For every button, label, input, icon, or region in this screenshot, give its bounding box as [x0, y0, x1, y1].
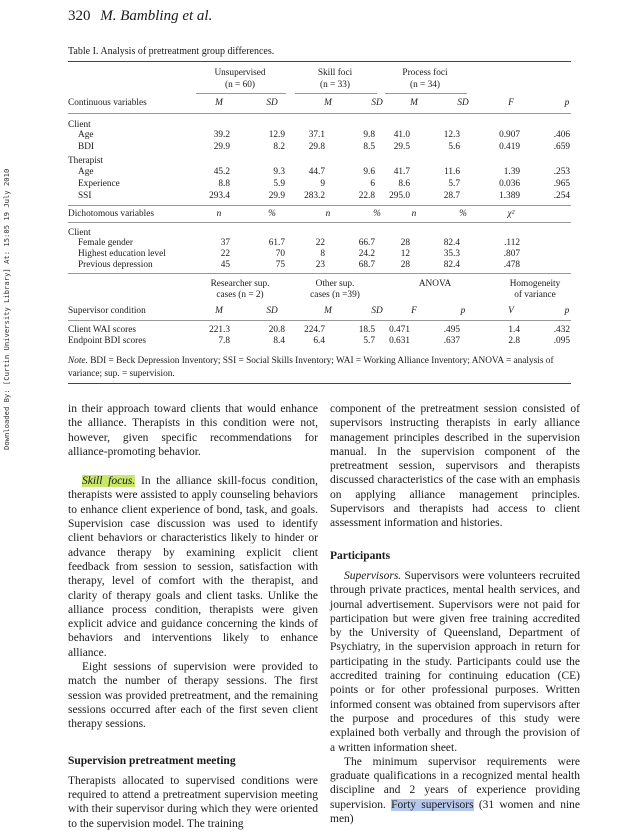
table-cell: 0.907: [499, 130, 520, 140]
table-cell: 6.4: [313, 336, 325, 346]
table-cell: 12.3: [443, 130, 460, 140]
table-column-header: p: [564, 98, 570, 108]
table-cell: 5.6: [448, 142, 460, 152]
table-cell: 29.9: [268, 191, 285, 201]
table-column-header: n: [325, 209, 331, 219]
table-column-header: SD: [457, 98, 469, 108]
table-rule: [68, 205, 571, 206]
table-cell: 9.3: [273, 167, 285, 177]
right-column: [330, 402, 580, 826]
table-cell: 1.39: [503, 167, 520, 177]
paragraph-text: The minimum supervisor requirements were graduate qualifications in a recognized mental health discipline and 2 years of experience providing supervision.: [330, 755, 580, 811]
table-cell: 28: [400, 238, 410, 248]
group-n-unsupervised: (n = 60): [224, 80, 256, 90]
table-cell: 41.0: [393, 130, 410, 140]
table-cell: .406: [553, 130, 570, 140]
table-column-header: Supervisor condition: [68, 306, 146, 316]
table-column-header: %: [459, 209, 467, 219]
table-cell: 2.8: [508, 336, 520, 346]
table-column-header: M: [410, 98, 418, 108]
paragraph-text: (31 women and nine men): [330, 798, 581, 826]
table-rule: [68, 113, 571, 114]
table-cell: 45: [220, 260, 230, 270]
table-rule: [68, 222, 571, 223]
table-cell: .495: [443, 325, 460, 335]
table-cell: .253: [553, 167, 570, 177]
table-cell: 28: [400, 260, 410, 270]
table-cell: 61.7: [268, 238, 285, 248]
table-cell: .637: [443, 336, 460, 346]
table-cell: 5.9: [273, 179, 285, 189]
table-column-header: F: [411, 306, 417, 316]
left-column: [68, 402, 318, 831]
table-top-rule: [68, 61, 571, 62]
table-cell: 9: [320, 179, 325, 189]
group-rule: [385, 93, 467, 94]
table-row-label: SSI: [78, 191, 92, 201]
table-cell: 295.0: [389, 191, 410, 201]
table-cell: 20.8: [268, 325, 285, 335]
table-column-header: p: [564, 306, 570, 316]
group-n-process: (n = 34): [409, 80, 441, 90]
paragraph-text: In the alliance skill-focus condition, therapists were assisted to apply counseling behaviors to enhance client experience of bond, task, and goals. Supervision case discussion was used to identify client behaviors or characteristics likely to hinder or advance therapy by examining explicit client feedback from session to session, satisfaction with therapy, level of comfort with the therapist, and clarity of therapy goals and client tasks. Unlike the alliance process condition, therapists were given explicit advice and guidance concerning the kinds of behaviors and interventions likely to enhance alliance.: [68, 475, 319, 659]
table-cell: 35.3: [443, 249, 460, 259]
paragraph: Eight sessions of supervision were provided to match the number of therapy sessions. The first session was provided pretreatment, and the remaining sessions occurred after each of the first seven client therapy sessions.: [68, 661, 318, 731]
table-group-subheader: cases (n = 2): [216, 290, 264, 300]
table-cell: 29.9: [213, 142, 230, 152]
group-rule: [295, 93, 377, 94]
table-cell: 1.4: [508, 325, 520, 335]
table-rule: [68, 273, 571, 274]
note-label: Note.: [68, 356, 88, 366]
paragraph: [68, 474, 318, 660]
table-row-label: Client WAI scores: [68, 325, 136, 335]
table-cell: 8: [320, 249, 325, 259]
table-cell: 70: [275, 249, 285, 259]
table-column-header: n: [411, 209, 417, 219]
table-column-header: M: [215, 98, 223, 108]
note-text: BDI = Beck Depression Inventory; SSI = Social Skills Inventory; WAI = Working Alliance Inventory; ANOVA = analysis of variance; sup. = supervision.: [68, 356, 554, 379]
table-cell: 221.3: [209, 325, 230, 335]
highlight-skill-focus: Skill focus.: [82, 475, 136, 488]
table-column-header: M: [324, 306, 332, 316]
table-column-header: M: [324, 98, 332, 108]
highlight-forty-supervisors: Forty supervisors: [391, 798, 474, 811]
table-row-label: Age: [78, 167, 94, 177]
group-rule: [196, 93, 286, 94]
table-cell: 7.8: [218, 336, 230, 346]
paragraph: [330, 569, 580, 755]
table-cell: 22: [315, 238, 325, 248]
table-cell: 22.8: [358, 191, 375, 201]
table-cell: 0.471: [389, 325, 410, 335]
table-cell: 18.5: [358, 325, 375, 335]
table-column-header: V: [508, 306, 514, 316]
table-cell: 0.631: [389, 336, 410, 346]
table-row-label: BDI: [78, 142, 95, 152]
table-cell: 9.6: [363, 167, 375, 177]
table-cell: 23: [315, 260, 325, 270]
table-cell: .965: [553, 179, 570, 189]
group-name-process: Process foci: [402, 68, 448, 78]
table-column-header: χ²: [507, 209, 515, 219]
table-section-label: Client: [68, 120, 91, 130]
table-cell: 22: [220, 249, 230, 259]
table-cell: .254: [553, 191, 570, 201]
paragraph: in their approach toward clients that would enhance the alliance. Therapists in this condition were not, however, given specific recommendations for alliance-promoting behavior.: [68, 403, 318, 458]
table-cell: 8.6: [398, 179, 410, 189]
group-name-skill: Skill foci: [317, 68, 353, 78]
table-column-header: p: [460, 306, 466, 316]
table-cell: 8.5: [363, 142, 375, 152]
table-column-header: SD: [266, 306, 278, 316]
table-cell: .432: [553, 325, 570, 335]
table-cell: 0.036: [499, 179, 520, 189]
table-cell: .478: [503, 260, 520, 270]
table-group-header: Other sup.: [315, 279, 355, 289]
table-bottom-rule: [68, 383, 571, 384]
table-column-header: Continuous variables: [68, 98, 147, 108]
table-cell: 0.419: [499, 142, 520, 152]
table-group-header: ANOVA: [418, 279, 452, 289]
table-cell: 39.2: [213, 130, 230, 140]
paragraph: Therapists allocated to supervised conditions were required to attend a pretreatment supervision meeting with their supervisor during which they were oriented to the supervision model. The training: [68, 774, 318, 830]
page-number: 320: [68, 8, 91, 24]
table-column-header: F: [508, 98, 514, 108]
table-column-header: SD: [266, 98, 278, 108]
table-cell: 75: [275, 260, 285, 270]
table-cell: 224.7: [304, 325, 325, 335]
table-cell: 37: [220, 238, 230, 248]
table-column-header: SD: [371, 306, 383, 316]
table-column-header: SD: [371, 98, 383, 108]
download-stamp-text: Downloaded By: [Curtin University Library] At: 15:05 19 July 2010: [2, 168, 11, 450]
table-cell: 66.7: [358, 238, 375, 248]
table-cell: 1.389: [499, 191, 520, 201]
paragraph: component of the pretreatment session consisted of supervisors instructing therapists in early alliance management principles described in the supervision manual. In the supervision component of the pretreatment session, supervisors and therapists discussed characteristics of the case with an emphasis on applying alliance management principles. Supervisors and therapists had access to client assessment information and histories.: [330, 403, 580, 530]
table-row-label: Female gender: [78, 238, 133, 248]
paragraph: [330, 755, 580, 826]
table-row-label: Endpoint BDI scores: [68, 336, 146, 346]
table-cell: .095: [553, 336, 570, 346]
table-row-label: Highest education level: [78, 249, 166, 259]
table-column-header: M: [215, 306, 223, 316]
table-cell: 28.7: [443, 191, 460, 201]
run-in-heading: Supervisors.: [344, 569, 402, 582]
table-row-label: Experience: [78, 179, 120, 189]
table-group-header: Researcher sup.: [210, 279, 270, 289]
download-watermark: [0, 30, 22, 450]
section-heading: Participants: [330, 549, 391, 562]
running-header: [68, 8, 212, 25]
table-caption: Table I. Analysis of pretreatment group differences.: [68, 46, 275, 57]
table-cell: .659: [553, 142, 570, 152]
author-line: M. Bambling et al.: [100, 8, 213, 24]
table-cell: 29.8: [308, 142, 325, 152]
table-rule: [68, 320, 571, 321]
table-cell: 5.7: [363, 336, 375, 346]
table-cell: 293.4: [209, 191, 230, 201]
table-cell: 12.9: [268, 130, 285, 140]
table-cell: 37.1: [308, 130, 325, 140]
table-column-header: %: [373, 209, 381, 219]
table-cell: 24.2: [358, 249, 375, 259]
table-group-subheader: cases (n =39): [310, 290, 360, 300]
table-cell: 6: [370, 179, 375, 189]
table-column-header: %: [268, 209, 276, 219]
table-cell: 283.2: [304, 191, 325, 201]
table-cell: 44.7: [308, 167, 325, 177]
table-group-header: Homogeneity: [509, 279, 561, 289]
table-column-header: Dichotomous variables: [68, 209, 154, 219]
table-group-subheader: of variance: [514, 290, 556, 300]
table-cell: 12: [400, 249, 410, 259]
table-cell: 5.7: [448, 179, 460, 189]
table-row-label: Age: [78, 130, 94, 140]
table-cell: 8.2: [273, 142, 285, 152]
table-cell: 82.4: [443, 238, 460, 248]
table-cell: 29.5: [393, 142, 410, 152]
table-cell: 8.4: [273, 336, 285, 346]
table-row-label: Previous depression: [78, 260, 153, 270]
paragraph-text: Supervisors were volunteers recruited through private practices, mental health services, and journal advertisement. Supervisors were not paid for participation but were given free training accredited by the University of Queensland, Department of Psychiatry, in the supervision approach in return for participating in the study. Participants could use the accredited training for continuing education (CE) points or for other professional purposes. Written informed consent was obtained from supervisors after the purpose and procedures of this study were explained both verbally and through the provision of a written information sheet.: [330, 569, 580, 754]
table-cell: .112: [504, 238, 520, 248]
section-heading: Supervision pretreatment meeting: [68, 754, 236, 767]
table-cell: 11.6: [444, 167, 460, 177]
table-cell: 8.8: [218, 179, 230, 189]
table-cell: .807: [503, 249, 520, 259]
group-n-skill: (n = 33): [319, 80, 351, 90]
table-section-label: Client: [68, 228, 91, 238]
table-cell: 41.7: [393, 167, 410, 177]
table-cell: 9.8: [363, 130, 375, 140]
table-cell: 82.4: [443, 260, 460, 270]
group-name-unsupervised: Unsupervised: [214, 68, 266, 78]
table-note: [68, 355, 571, 381]
table-column-header: n: [216, 209, 222, 219]
table-cell: 68.7: [358, 260, 375, 270]
table-section-label: Therapist: [68, 156, 104, 166]
table-cell: 45.2: [213, 167, 230, 177]
